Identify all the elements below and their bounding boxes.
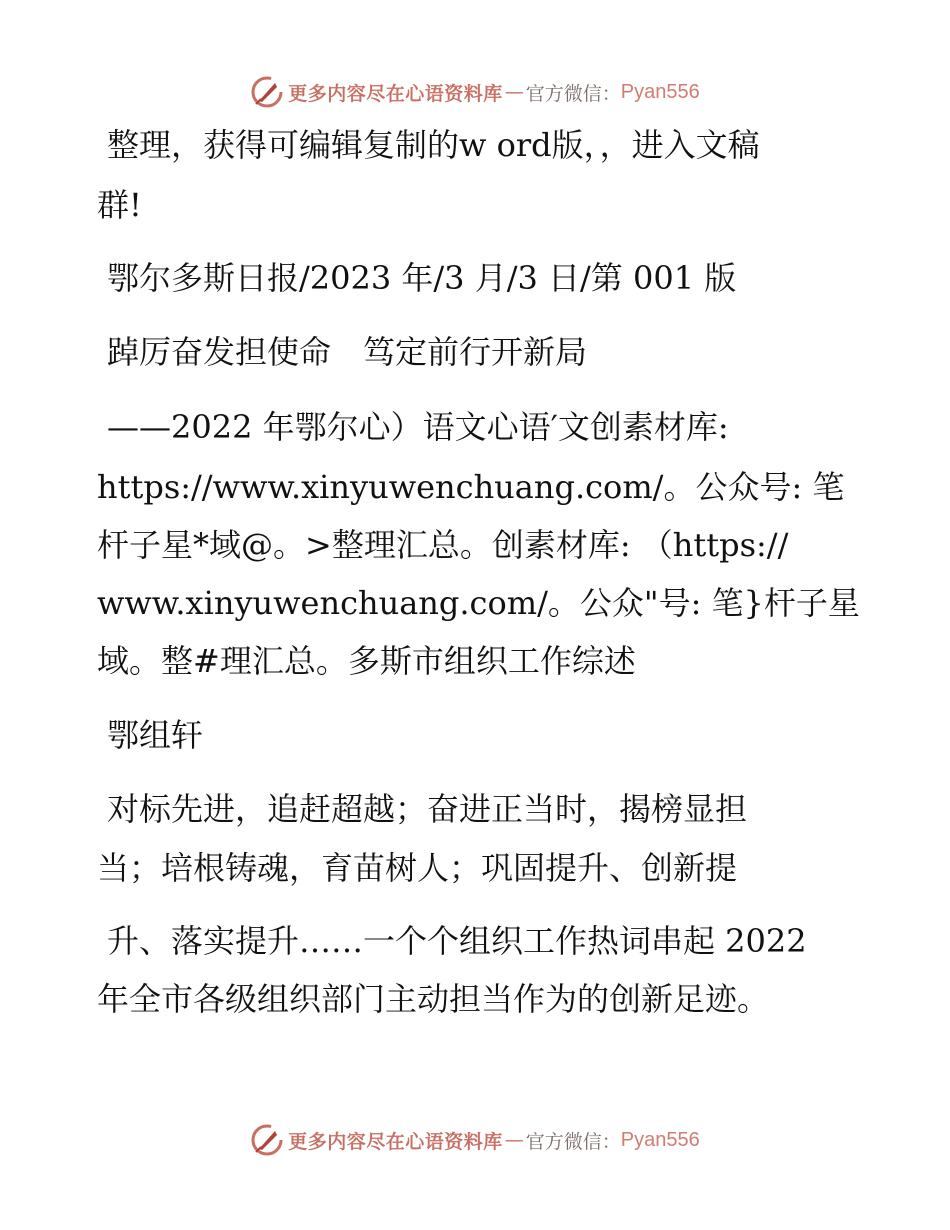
subtitle-line-1: ——2022 年鄂尔心）语文心语′文创素材库: — [107, 408, 729, 446]
subtitle-line-3: 杆子星*域@。>整理汇总。创素材库: （https:// — [97, 526, 789, 564]
banner-dash: — — [504, 81, 524, 103]
text-line-2: 群! — [97, 186, 142, 224]
paragraph-line-1: 对标先进，追赶超越；奋进正当时，揭榜显担 — [107, 790, 748, 828]
banner-dash: — — [504, 1129, 524, 1151]
banner-wechat-label: 官方微信： — [525, 82, 621, 105]
paragraph-line-4: 年全市各级组织部门主动担当作为的创新足迹。 — [97, 980, 770, 1018]
banner-slogan: 更多内容尽在心语资料库 — [288, 1130, 503, 1153]
banner-wechat-id: Pyan556 — [620, 1128, 700, 1151]
source-line: 鄂尔多斯日报/2023 年/3 月/3 日/第 001 版 — [107, 259, 737, 297]
banner-wechat-label: 官方微信： — [525, 1130, 621, 1153]
paragraph-line-2: 当；培根铸魂，育苗树人；巩固提升、创新提 — [97, 849, 738, 887]
subtitle-line-2: https://www.xinyuwenchuang.com/。公众号: 笔 — [97, 468, 845, 506]
footer-watermark-banner — [0, 1118, 950, 1162]
author-line: 鄂组轩 — [107, 716, 204, 754]
banner-wechat-id: Pyan556 — [620, 80, 700, 103]
text-line-1: 整理，获得可编辑复制的w ord版，，进入文稿 — [107, 126, 760, 164]
header-watermark-banner — [0, 70, 950, 114]
subtitle-line-4: www.xinyuwenchuang.com/。公众"号: 笔}杆子星 — [97, 584, 860, 622]
banner-slogan: 更多内容尽在心语资料库 — [288, 82, 503, 105]
paragraph-line-3: 升、落实提升……一个个组织工作热词串起 2022 — [107, 922, 807, 960]
article-title: 踔厉奋发担使命 笃定前行开新局 — [107, 333, 588, 371]
feather-pen-logo-icon — [250, 75, 284, 109]
feather-pen-logo-icon — [250, 1123, 284, 1157]
subtitle-line-5: 域。整#理汇总。多斯市组织工作综述 — [97, 642, 636, 680]
